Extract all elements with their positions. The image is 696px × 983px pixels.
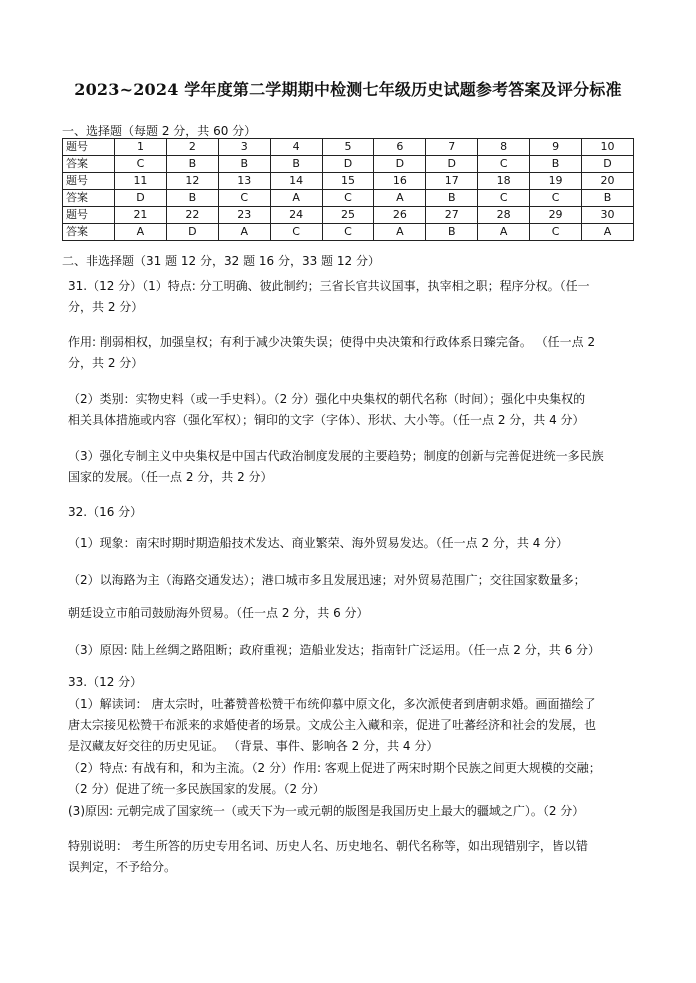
question-number-cell: 16: [374, 173, 426, 190]
q31-line-6: 相关具体措施或内容（强化军权）；铜印的文字（字体）、形状、大小等。（任一点 2 分，共 4 分）: [68, 413, 585, 427]
answer-cell: C: [478, 156, 530, 173]
question-number-row: [63, 207, 634, 224]
answer-cell: C: [115, 156, 167, 173]
answer-cell: B: [166, 190, 218, 207]
q31-line-2: 分，共 2 分）: [68, 300, 144, 314]
q31-line-4: 分，共 2 分）: [68, 356, 144, 370]
question-number-cell: 4: [270, 139, 322, 156]
question-number-row: [63, 139, 634, 156]
q31-line-3: 作用: 削弱相权，加强皇权；有利于减少决策失误；使得中央决策和行政体系日臻完备。 （任一点 2: [68, 335, 596, 349]
question-number-row: [63, 173, 634, 190]
answer-cell: A: [218, 224, 270, 241]
question-number-cell: 11: [115, 173, 167, 190]
question-number-cell: 28: [478, 207, 530, 224]
question-number-cell: 15: [322, 173, 374, 190]
row-label-number: 题号: [63, 139, 115, 156]
answer-cell: C: [270, 224, 322, 241]
answer-cell: B: [426, 224, 478, 241]
answer-cell: B: [218, 156, 270, 173]
answer-cell: C: [322, 224, 374, 241]
question-number-cell: 26: [374, 207, 426, 224]
question-number-cell: 9: [530, 139, 582, 156]
answer-cell: A: [270, 190, 322, 207]
answer-cell: C: [478, 190, 530, 207]
q31-line-8: 国家的发展。（任一点 2 分，共 2 分）: [68, 470, 273, 484]
question-number-cell: 12: [166, 173, 218, 190]
answer-cell: A: [115, 224, 167, 241]
question-number-cell: 6: [374, 139, 426, 156]
answer-cell: B: [582, 190, 634, 207]
answer-row: [63, 224, 634, 241]
answer-cell: A: [374, 224, 426, 241]
q31-line-7: （3）强化专制主义中央集权是中国古代政治制度发展的主要趋势；制度的创新与完善促进统一多民族: [68, 449, 604, 463]
q33-heading: 33.（12 分）: [68, 675, 143, 689]
answer-cell: B: [530, 156, 582, 173]
q32-heading: 32.（16 分）: [68, 505, 143, 519]
question-number-cell: 7: [426, 139, 478, 156]
answer-cell: A: [374, 190, 426, 207]
answer-cell: D: [374, 156, 426, 173]
answer-row: [63, 156, 634, 173]
question-number-cell: 13: [218, 173, 270, 190]
q33-line-5: （2 分）促进了统一多民族国家的发展。（2 分）: [68, 782, 325, 796]
answer-cell: C: [530, 190, 582, 207]
question-number-cell: 29: [530, 207, 582, 224]
answer-cell: D: [166, 224, 218, 241]
row-label-number: 题号: [63, 207, 115, 224]
answer-cell: B: [426, 190, 478, 207]
question-number-cell: 18: [478, 173, 530, 190]
answer-cell: A: [478, 224, 530, 241]
special-note-line-2: 误判定，不予给分。: [68, 860, 177, 874]
q33-line-1: （1）解读词： 唐太宗时，吐蕃赞普松赞干布统仰慕中原文化，多次派使者到唐朝求婚。画面描绘了: [68, 697, 596, 711]
section2-heading: 二、非选择题（31 题 12 分，32 题 16 分，33 题 12 分）: [62, 254, 380, 268]
page-title: 2023~2024 学年度第二学期期中检测七年级历史试题参考答案及评分标准: [74, 80, 622, 99]
q31-line-5: （2）类别：实物史料（或一手史料）。（2 分）强化中央集权的朝代名称（时间）；强化中央集权的: [68, 392, 586, 406]
question-number-cell: 25: [322, 207, 374, 224]
row-label-answer: 答案: [63, 156, 115, 173]
q32-part-1: （1）现象：南宋时期时期造船技术发达、商业繁荣、海外贸易发达。（任一点 2 分，共 4 分）: [68, 536, 569, 550]
q31-line-1: 31.（12 分）（1）特点: 分工明确、彼此制约；三省长官共议国事，执宰相之职；程序分权。（任一: [68, 279, 590, 293]
q33-line-3: 是汉藏友好交往的历史见证。 （背景、事件、影响各 2 分，共 4 分）: [68, 739, 439, 753]
question-number-cell: 22: [166, 207, 218, 224]
answer-cell: D: [582, 156, 634, 173]
question-number-cell: 20: [582, 173, 634, 190]
answer-cell: C: [218, 190, 270, 207]
question-number-cell: 10: [582, 139, 634, 156]
question-number-cell: 23: [218, 207, 270, 224]
question-number-cell: 19: [530, 173, 582, 190]
row-label-answer: 答案: [63, 190, 115, 207]
question-number-cell: 24: [270, 207, 322, 224]
q32-part-3: （3）原因: 陆上丝绸之路阻断；政府重视；造船业发达；指南针广泛运用。（任一点 2 分，共 6 分）: [68, 643, 601, 657]
special-note-line-1: 特别说明： 考生所答的历史专用名词、历史人名、历史地名、朝代名称等，如出现错别字，皆以错: [68, 839, 588, 853]
answer-cell: B: [270, 156, 322, 173]
question-number-cell: 3: [218, 139, 270, 156]
question-number-cell: 8: [478, 139, 530, 156]
answer-cell: D: [115, 190, 167, 207]
q32-part-2b: 朝廷设立市舶司鼓励海外贸易。（任一点 2 分，共 6 分）: [68, 606, 369, 620]
question-number-cell: 27: [426, 207, 478, 224]
question-number-cell: 2: [166, 139, 218, 156]
question-number-cell: 21: [115, 207, 167, 224]
q32-part-2a: （2）以海路为主（海路交通发达）；港口城市多且发展迅速；对外贸易范围广；交往国家数量多；: [68, 573, 586, 587]
answer-cell: B: [166, 156, 218, 173]
question-number-cell: 17: [426, 173, 478, 190]
q33-line-6: (3)原因: 元朝完成了国家统一（或天下为一或元朝的版图是我国历史上最大的疆域之广）。（2 分）: [68, 804, 585, 818]
answer-cell: D: [322, 156, 374, 173]
answer-cell: D: [426, 156, 478, 173]
question-number-cell: 5: [322, 139, 374, 156]
question-number-cell: 14: [270, 173, 322, 190]
answer-table: [62, 138, 634, 241]
row-label-number: 题号: [63, 173, 115, 190]
question-number-cell: 1: [115, 139, 167, 156]
answer-row: [63, 190, 634, 207]
answer-cell: C: [322, 190, 374, 207]
answer-cell: A: [582, 224, 634, 241]
q33-line-2: 唐太宗接见松赞干布派来的求婚使者的场景。文成公主入藏和亲，促进了吐蕃经济和社会的发展，也: [68, 718, 597, 732]
q33-line-4: （2）特点: 有战有和，和为主流。（2 分）作用: 客观上促进了两宋时期个民族之间更大规模的交融；: [68, 761, 601, 775]
question-number-cell: 30: [582, 207, 634, 224]
section1-heading: 一、选择题（每题 2 分，共 60 分）: [62, 124, 257, 138]
answer-cell: C: [530, 224, 582, 241]
row-label-answer: 答案: [63, 224, 115, 241]
